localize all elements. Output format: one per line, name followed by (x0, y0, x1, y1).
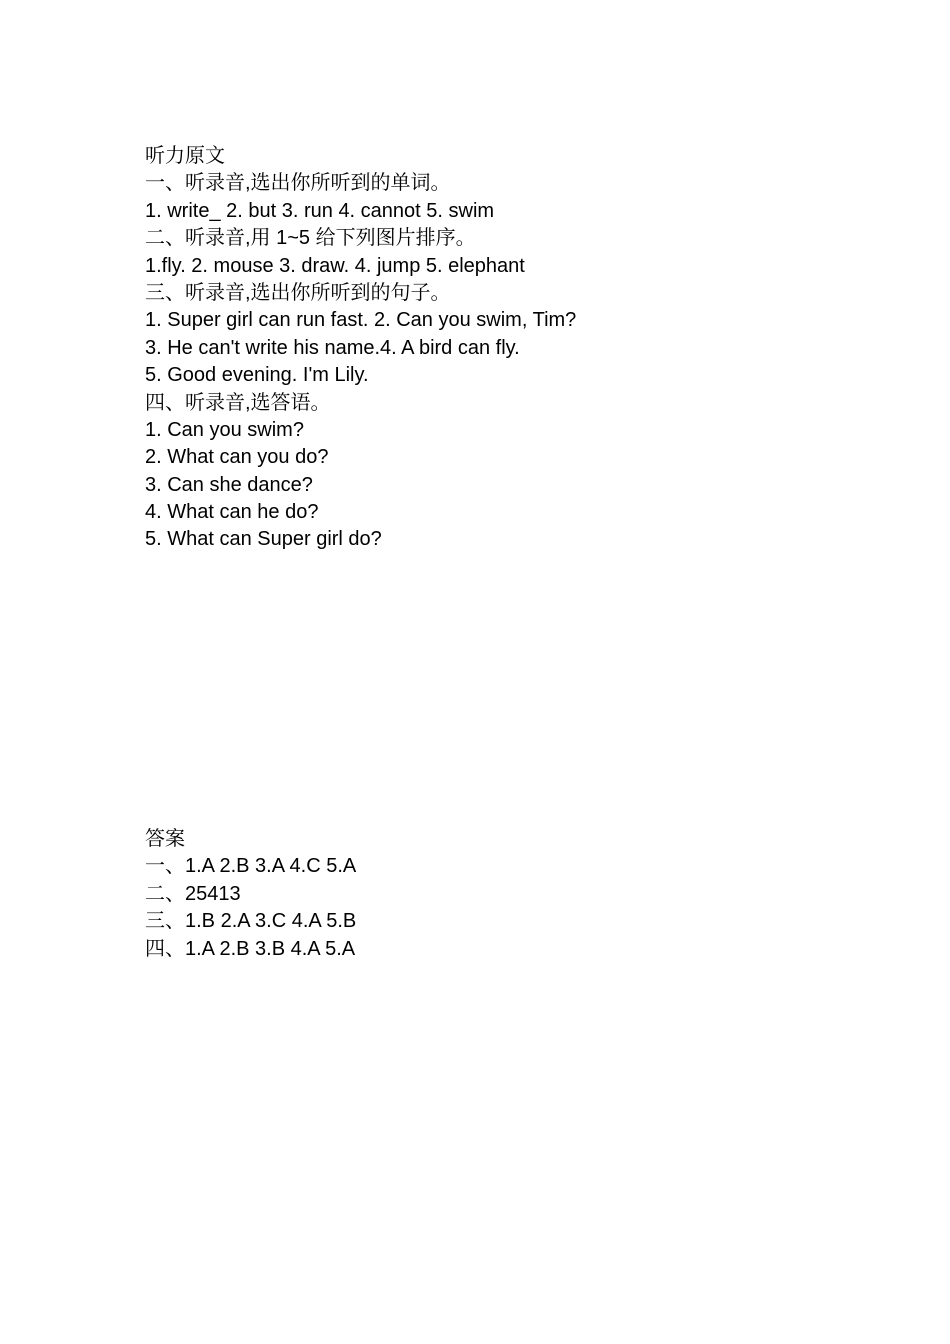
section-four-question: 1. Can you swim? (145, 418, 304, 441)
section-two-heading: 二、听录音,用 1~5 给下列图片排序。 (145, 227, 476, 250)
section-four-question: 4. What can he do? (145, 501, 319, 524)
transcript-section (145, 143, 845, 554)
section-three-sentence-line: 3. He can't write his name.4. A bird can fly. (145, 336, 520, 359)
transcript-title: 听力原文 (145, 145, 225, 167)
section-two-words: 1.fly. 2. mouse 3. draw. 4. jump 5. elephant (145, 254, 525, 277)
answer-line: 四、1.A 2.B 3.B 4.A 5.A (145, 937, 356, 960)
answer-line: 二、25413 (145, 882, 241, 905)
section-one-heading: 一、听录音,选出你所听到的单词。 (145, 172, 451, 195)
answers-section (145, 826, 845, 963)
section-four-heading: 四、听录音,选答语。 (145, 391, 331, 414)
section-four-question: 5. What can Super girl do? (145, 528, 382, 551)
answer-line: 一、1.A 2.B 3.A 4.C 5.A (145, 855, 357, 878)
section-three-sentence-line: 1. Super girl can run fast. 2. Can you swim, Tim? (145, 309, 577, 332)
section-one-words: 1. write_ 2. but 3. run 4. cannot 5. swim (145, 199, 495, 222)
section-three-sentence-line: 5. Good evening. I'm Lily. (145, 364, 369, 387)
section-three-heading: 三、听录音,选出你所听到的句子。 (145, 281, 451, 304)
answers-title: 答案 (145, 828, 185, 850)
section-four-question: 2. What can you do? (145, 446, 329, 469)
answer-line: 三、1.B 2.A 3.C 4.A 5.B (145, 910, 357, 933)
section-four-question: 3. Can she dance? (145, 473, 313, 496)
